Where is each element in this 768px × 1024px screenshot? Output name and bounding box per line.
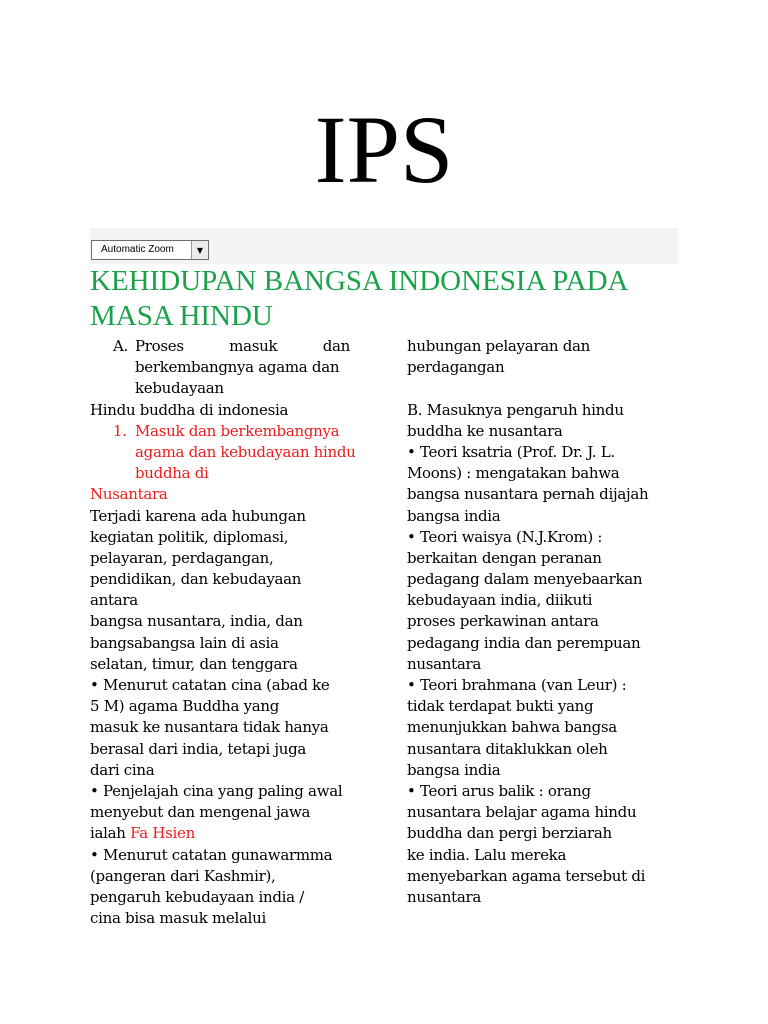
list-marker: A. <box>113 337 129 355</box>
text-line: hubungan pelayaran dan <box>407 337 591 355</box>
text-line: pelayaran, perdagangan, <box>90 548 274 567</box>
text-line: • Penjelajah cina yang paling awal <box>90 781 343 800</box>
text-line: kebudayaan india, diikuti <box>407 591 593 610</box>
subsection-1 <box>90 421 362 442</box>
text-line: (pangeran dari Kashmir), <box>90 866 276 885</box>
text-line: kebudayaan <box>135 379 224 398</box>
text-line: bangsa india <box>407 506 501 525</box>
text-line: Moons) : mengatakan bahwa <box>407 464 620 483</box>
text-line: bangsa nusantara pernah dijajah <box>407 485 649 504</box>
text-line: • Teori waisya (N.J.Krom) : <box>407 527 603 546</box>
left-column <box>90 336 362 929</box>
text-line: • Teori ksatria (Prof. Dr. J. L. <box>407 442 615 461</box>
spacer <box>407 378 663 399</box>
text-line: pengaruh kebudayaan india / <box>90 887 305 906</box>
text-line: • Menurut catatan gunawarmma <box>90 845 333 864</box>
right-column <box>407 336 663 908</box>
text-line: pendidikan, dan kebudayaan <box>90 570 302 589</box>
text-line: bangsa nusantara, india, dan <box>90 612 303 631</box>
subsection-a <box>90 336 362 357</box>
document-title: IPS <box>314 96 454 203</box>
text-line: perdagangan <box>407 358 505 377</box>
text-line: buddha di <box>135 464 209 483</box>
text-line: antara <box>90 591 138 610</box>
text-line: berasal dari india, tetapi juga <box>90 739 307 758</box>
text-line: Masuk dan berkembangnya <box>135 421 340 440</box>
zoom-select-label: Automatic Zoom <box>101 244 174 255</box>
text-line: • Teori arus balik : orang <box>407 781 591 800</box>
text-line: dari cina <box>90 760 155 779</box>
text-line: menyebut dan mengenal jawa <box>90 803 311 822</box>
text-line: Nusantara <box>90 485 168 504</box>
text-line: pedagang india dan perempuan <box>407 633 641 652</box>
text-line: buddha ke nusantara <box>407 421 563 440</box>
text-line: cina bisa masuk melalui <box>90 909 266 928</box>
text-line: Terjadi karena ada hubungan <box>90 506 306 525</box>
section-heading <box>90 264 690 334</box>
text-line: Proses masuk dan <box>135 337 350 355</box>
text-line: nusantara belajar agama hindu <box>407 803 637 822</box>
text-line: menunjukkan bahwa bangsa <box>407 718 617 737</box>
text-span: ialah <box>90 824 126 843</box>
text-line: • Menurut catatan cina (abad ke <box>90 676 330 694</box>
text-line: nusantara ditaklukkan oleh <box>407 739 608 758</box>
text-line: nusantara <box>407 654 482 673</box>
zoom-select[interactable] <box>91 240 209 260</box>
text-line: tidak terdapat bukti yang <box>407 697 594 716</box>
text-line: berkaitan dengan peranan <box>407 548 602 567</box>
text-line: buddha dan pergi berziarah <box>407 824 612 843</box>
text-line: Hindu buddha di indonesia <box>90 400 289 419</box>
text-line: 5 M) agama Buddha yang <box>90 697 280 716</box>
text-line: selatan, timur, dan tenggara <box>90 654 298 673</box>
text-line: • Teori brahmana (van Leur) : <box>407 676 627 694</box>
section-heading-line2: MASA HINDU <box>90 300 273 332</box>
chevron-down-icon[interactable]: ▼ <box>191 241 208 259</box>
text-line: pedagang dalam menyebaarkan <box>407 570 643 589</box>
section-heading-line1: KEHIDUPAN BANGSA INDONESIA PADA <box>90 265 629 297</box>
text-line: berkembangnya agama dan <box>135 358 340 377</box>
highlight-name: Fa Hsien <box>130 824 195 843</box>
list-number: 1. <box>113 421 127 440</box>
text-line: ke india. Lalu mereka <box>407 845 567 864</box>
text-line: masuk ke nusantara tidak hanya <box>90 718 329 737</box>
text-line: bangsabangsa lain di asia <box>90 633 279 652</box>
viewer-toolbar <box>90 228 678 264</box>
text-line: bangsa india <box>407 760 501 779</box>
text-line: kegiatan politik, diplomasi, <box>90 527 289 546</box>
text-line <box>90 823 362 844</box>
text-line: nusantara <box>407 887 482 906</box>
text-line: agama dan kebudayaan hindu <box>135 442 356 461</box>
text-line: proses perkawinan antara <box>407 612 599 631</box>
text-line: B. Masuknya pengaruh hindu <box>407 400 624 419</box>
text-line: menyebarkan agama tersebut di <box>407 866 646 885</box>
